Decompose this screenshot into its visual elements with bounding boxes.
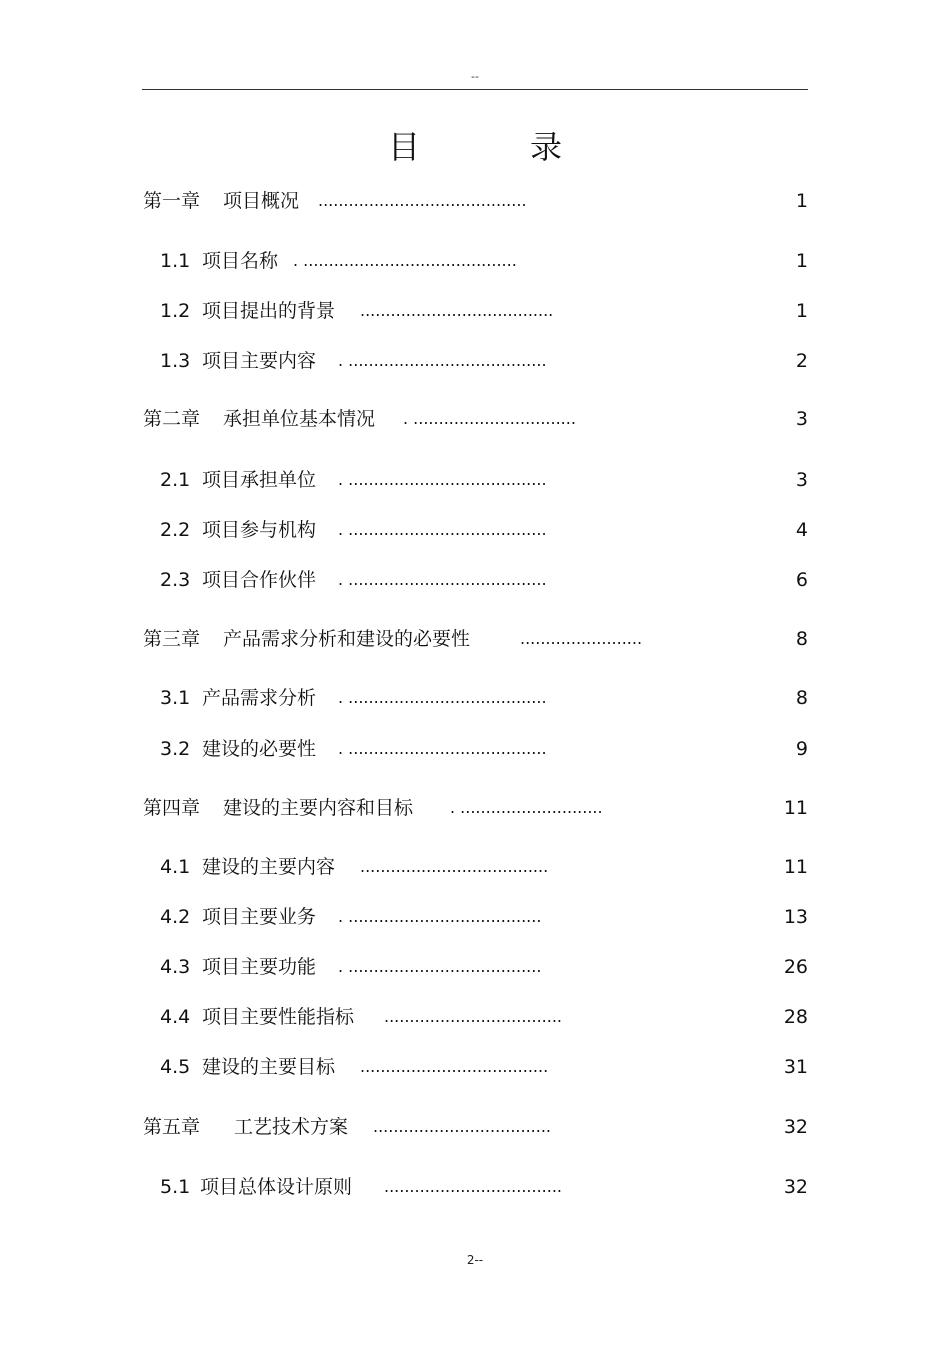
toc-entry[interactable]: [143, 626, 808, 652]
toc-entry-page: 11: [783, 856, 808, 878]
toc-entry-label: 产品需求分析: [202, 687, 317, 709]
toc-entry-number: 4.5: [160, 1056, 191, 1078]
toc-entry-leader: . .......................................: [338, 570, 547, 589]
toc-entry-number: 1.1: [160, 250, 191, 272]
toc-entry-label: 项目主要功能: [202, 956, 317, 978]
toc-entry-leader: . ......................................: [338, 907, 542, 926]
toc-entry-label: 项目提出的背景: [202, 300, 336, 322]
toc-entry-leader: . .......................................: [338, 520, 547, 539]
toc-entry[interactable]: [160, 348, 808, 374]
toc-entry-number: 4.2: [160, 906, 191, 928]
toc-entry[interactable]: [160, 1004, 808, 1030]
toc-entry-label: 建设的主要内容: [202, 856, 336, 878]
toc-entry-leader: ...................................: [373, 1117, 552, 1136]
toc-entry-leader: ...................................: [384, 1007, 563, 1026]
toc-entry-leader: .....................................: [360, 857, 549, 876]
toc-entry-page: 31: [783, 1056, 808, 1078]
toc-entry[interactable]: [160, 298, 808, 324]
toc-entry-leader: ........................: [520, 629, 643, 648]
toc-entry-page: 11: [783, 797, 808, 819]
toc-entry-page: 8: [795, 687, 808, 709]
toc-entry-number: 1.2: [160, 300, 191, 322]
toc-entry[interactable]: [160, 685, 808, 711]
toc-entry[interactable]: [160, 517, 808, 543]
toc-entry-page: 8: [795, 628, 808, 650]
toc-entry-label: 项目主要内容: [202, 350, 317, 372]
toc-entry-number: 2.3: [160, 569, 191, 591]
toc-entry-number: 第一章: [143, 190, 201, 212]
toc-entry-number: 第三章: [143, 628, 201, 650]
toc-entry-label: 项目总体设计原则: [200, 1176, 353, 1198]
toc-entry-number: 2.1: [160, 469, 191, 491]
toc-entry-leader: ...................................: [384, 1177, 563, 1196]
toc-entry[interactable]: [160, 954, 808, 980]
toc-entry-page: 1: [795, 300, 808, 322]
toc-entry-number: 3.2: [160, 738, 191, 760]
toc-entry-number: 4.4: [160, 1006, 191, 1028]
toc-entry-label: 项目主要业务: [202, 906, 317, 928]
toc-entry-label: 工艺技术方案: [234, 1116, 349, 1138]
toc-entry[interactable]: [143, 188, 808, 214]
toc-entry-label: 项目主要性能指标: [202, 1006, 355, 1028]
toc-entry[interactable]: [160, 854, 808, 880]
toc-entry-number: 5.1: [160, 1176, 191, 1198]
toc-entry-label: 项目合作伙伴: [202, 569, 317, 591]
toc-entry-page: 9: [795, 738, 808, 760]
toc-entry[interactable]: [160, 567, 808, 593]
toc-entry-leader: . .......................................: [338, 470, 547, 489]
toc-entry-leader: . .......................................: [338, 351, 547, 370]
toc-entry-page: 3: [795, 408, 808, 430]
toc-entry-page: 32: [783, 1176, 808, 1198]
toc-entry-leader: . .......................................: [338, 739, 547, 758]
toc-entry-page: 28: [783, 1006, 808, 1028]
toc-entry-number: 4.3: [160, 956, 191, 978]
toc-entry[interactable]: [160, 467, 808, 493]
toc-entry-page: 1: [795, 250, 808, 272]
toc-entry-page: 32: [783, 1116, 808, 1138]
toc-entry[interactable]: [160, 1054, 808, 1080]
toc-entry-label: 项目承担单位: [202, 469, 317, 491]
toc-entry-number: 4.1: [160, 856, 191, 878]
header-mark: --: [471, 70, 479, 83]
toc-entry-number: 第二章: [143, 408, 201, 430]
toc-entry-leader: . ......................................: [338, 957, 542, 976]
toc-entry-page: 2: [795, 350, 808, 372]
toc-entry-number: 第四章: [143, 797, 201, 819]
toc-title: [0, 122, 950, 168]
toc-entry-page: 3: [795, 469, 808, 491]
toc-entry-page: 1: [795, 190, 808, 212]
toc-entry-number: 3.1: [160, 687, 191, 709]
toc-entry-leader: ......................................: [360, 301, 554, 320]
toc-entry-leader: .....................................: [360, 1057, 549, 1076]
toc-entry[interactable]: [160, 248, 808, 274]
toc-entry-leader: . ................................: [403, 409, 576, 428]
toc-entry-leader: . .......................................: [338, 688, 547, 707]
page-number-footer: 2--: [466, 1253, 484, 1267]
toc-title-char-1: 目: [387, 128, 420, 166]
toc-entry-leader: . ..........................................: [293, 251, 517, 270]
toc-entry-label: 建设的主要内容和目标: [223, 797, 414, 819]
toc-entry-number: 第五章: [143, 1116, 201, 1138]
toc-entry[interactable]: [160, 736, 808, 762]
toc-entry[interactable]: [143, 795, 808, 821]
toc-entry-label: 项目参与机构: [202, 519, 317, 541]
toc-entry-label: 建设的必要性: [202, 738, 317, 760]
toc-entry-number: 2.2: [160, 519, 191, 541]
toc-entry[interactable]: [160, 904, 808, 930]
toc-entry-leader: . ............................: [450, 798, 603, 817]
toc-entry[interactable]: [143, 1114, 808, 1140]
toc-entry-label: 建设的主要目标: [202, 1056, 336, 1078]
toc-entry-label: 承担单位基本情况: [223, 408, 376, 430]
toc-entry-label: 产品需求分析和建设的必要性: [223, 628, 471, 650]
toc-title-char-2: 录: [530, 128, 563, 166]
toc-entry-leader: .........................................: [318, 191, 527, 210]
toc-entry-label: 项目概况: [223, 190, 300, 212]
toc-entry-number: 1.3: [160, 350, 191, 372]
toc-entry-label: 项目名称: [202, 250, 279, 272]
toc-entry-page: 4: [795, 519, 808, 541]
toc-entry[interactable]: [143, 406, 808, 432]
toc-entry-page: 26: [783, 956, 808, 978]
toc-entry[interactable]: [160, 1174, 808, 1200]
toc-entry-page: 13: [783, 906, 808, 928]
toc-entry-page: 6: [795, 569, 808, 591]
header-rule: [142, 89, 808, 90]
